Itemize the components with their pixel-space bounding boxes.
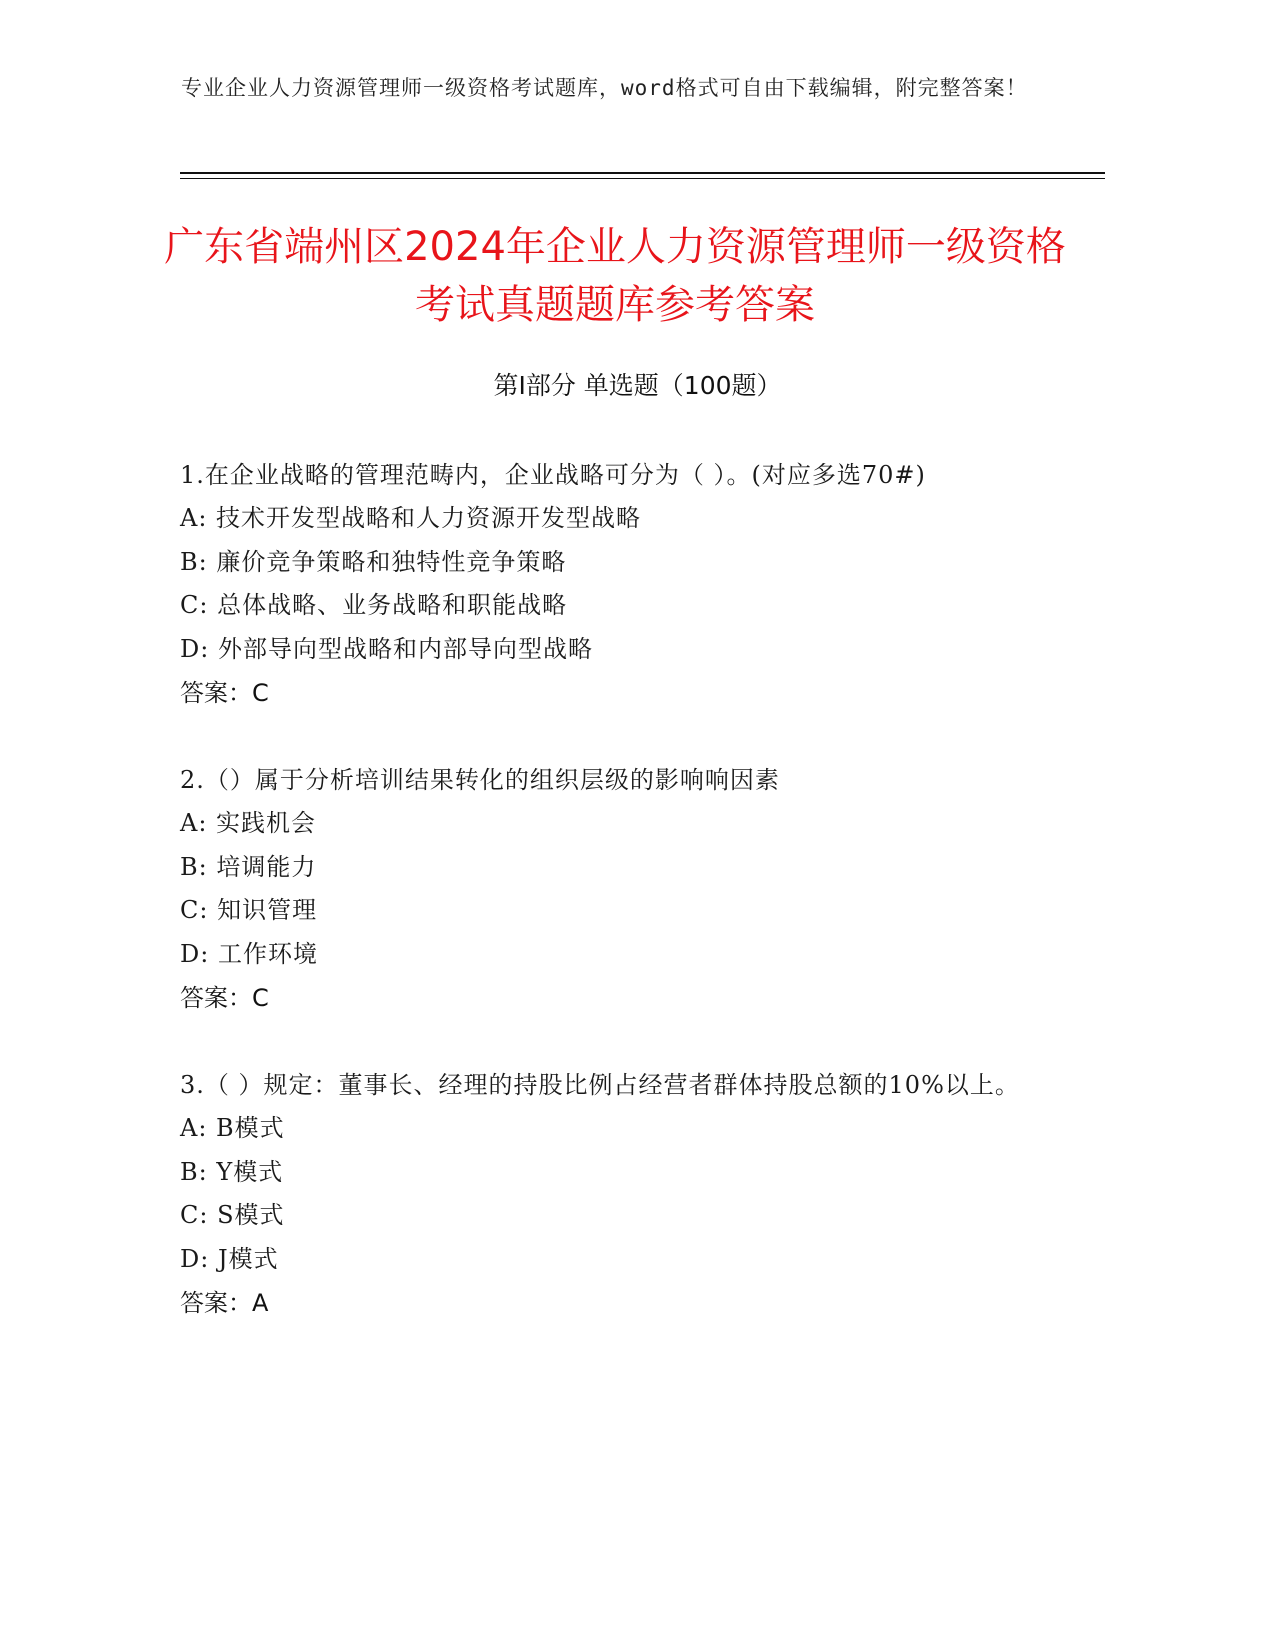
document-title: 广东省端州区2024年企业人力资源管理师一级资格考试真题题库参考答案 (164, 224, 1066, 328)
header-rule-thin (180, 178, 1105, 179)
option-c: C: 总体战略、业务战略和职能战略 (180, 591, 568, 619)
header-note: 专业企业人力资源管理师一级资格考试题库，word格式可自由下载编辑，附完整答案！ (181, 76, 1028, 100)
question-2 (180, 759, 1040, 1020)
header-rule (180, 172, 1105, 174)
option-c: C: 知识管理 (180, 896, 318, 924)
answer: 答案：C (180, 984, 269, 1012)
option-b: B: 培调能力 (180, 852, 317, 881)
question-3 (180, 1064, 1040, 1325)
question-text: 3.（ ）规定：董事长、经理的持股比例占经营者群体持股总额的10%以上。 (180, 1071, 1020, 1099)
option-a: A: B模式 (180, 1114, 285, 1142)
option-c: C: S模式 (180, 1201, 285, 1229)
option-a: A: 实践机会 (180, 809, 317, 837)
option-d: D: 工作环境 (180, 939, 318, 968)
option-d: D: J模式 (180, 1244, 279, 1273)
answer: 答案：A (180, 1289, 269, 1317)
option-d: D: 外部导向型战略和内部导向型战略 (180, 634, 593, 663)
answer: 答案：C (180, 679, 269, 707)
option-b: B: Y模式 (180, 1157, 284, 1186)
question-text: 2.（）属于分析培训结果转化的组织层级的影响响因素 (180, 766, 780, 794)
question-1 (180, 454, 1040, 715)
option-b: B: 廉价竞争策略和独特性竞争策略 (180, 547, 567, 576)
section-title: 第I部分 单选题（100题） (493, 371, 782, 400)
option-a: A: 技术开发型战略和人力资源开发型战略 (180, 504, 642, 532)
question-text: 1.在企业战略的管理范畴内，企业战略可分为（ ）。(对应多选70#) (180, 461, 926, 489)
